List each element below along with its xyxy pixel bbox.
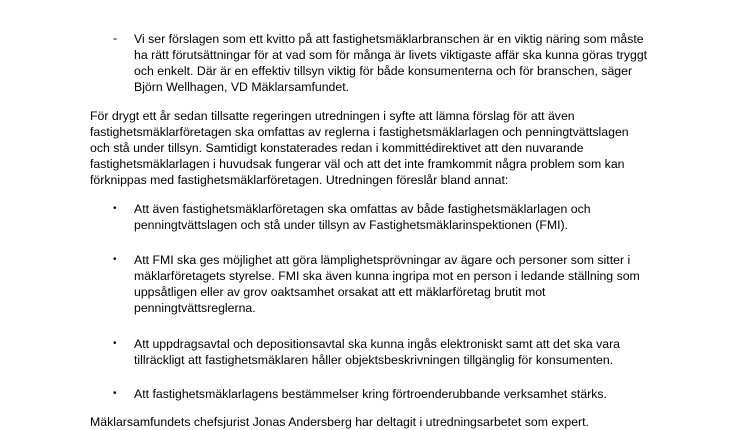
text-line: Björn Wellhagen, VD Mäklarsamfundet.	[134, 80, 350, 94]
bullet-text	[134, 201, 664, 233]
bullet-text	[134, 386, 664, 402]
bullet-marker: •	[113, 203, 117, 214]
bullet-marker: •	[113, 388, 117, 399]
text-line: penningtvättsreglerna.	[134, 301, 256, 315]
body-paragraph	[90, 108, 650, 188]
text-line: ha rätt förutsättningar för at vad som för många är livets viktigaste affär ska kunna göras tryggt	[134, 48, 648, 62]
text-line: och stå under tillsyn. Samtidigt konstaterades redan i kommittédirektivet att den nuvarande	[90, 141, 584, 155]
text-line: förknippas med fastighetsmäklarföretagen. Utredningen föreslår bland annat:	[90, 173, 509, 187]
bullet-marker: •	[113, 254, 117, 265]
text-line: tillräckligt att fastighetsmäklaren håller objektsbeskrivningen tillgänglig för konsumenten.	[134, 353, 614, 367]
text-line: fastighetsmäklarlagen i huvudsak fungerar väl och att det inte framkommit några problem som kan	[90, 157, 625, 171]
bullet-text	[134, 252, 664, 316]
trailing-text-line: Mäklarsamfundets chefsjurist Jonas Andersberg har deltagit i utredningsarbetet som expert.	[90, 415, 589, 429]
text-line: Att fastighetsmäklarlagens bestämmelser kring förtroenderubbande verksamhet stärks.	[134, 387, 607, 401]
text-line: Att även fastighetsmäklarföretagen ska omfattas av både fastighetsmäklarlagen och	[134, 202, 591, 216]
text-line: mäklarföretagets styrelse. FMI ska även kunna ingripa mot en person i ledande ställning som	[134, 269, 640, 283]
quote-text	[134, 31, 664, 95]
text-line: och enkelt. Där är en effektiv tillsyn viktig för både konsumenterna och för branschen, säger	[134, 64, 633, 78]
dash-marker: -	[113, 31, 118, 45]
text-line: Att uppdragsavtal och depositionsavtal ska kunna ingås elektroniskt samt att det ska vara	[134, 337, 620, 351]
text-line: fastighetsmäklarföretagen ska omfattas av reglerna i fastighetsmäklarlagen och penningtvättslagen	[90, 125, 629, 139]
text-line: För drygt ett år sedan tillsatte regeringen utredningen i syfte att lämna förslag för att även	[90, 109, 575, 123]
text-line: uppsåtligen eller av grov oaktsamhet orsakat att ett mäklarföretag brutit mot	[134, 285, 546, 299]
text-line: Att FMI ska ges möjlighet att göra lämplighetsprövningar av ägare och personer som sitter i	[134, 253, 631, 267]
bullet-marker: •	[113, 338, 117, 349]
text-line: penningtvättslagen och stå under tillsyn av Fastighetsmäklarinspektionen (FMI).	[134, 218, 569, 232]
bullet-text	[134, 336, 664, 368]
text-line: Vi ser förslagen som ett kvitto på att fastighetsmäklarbranschen är en viktig näring som måste	[134, 32, 644, 46]
